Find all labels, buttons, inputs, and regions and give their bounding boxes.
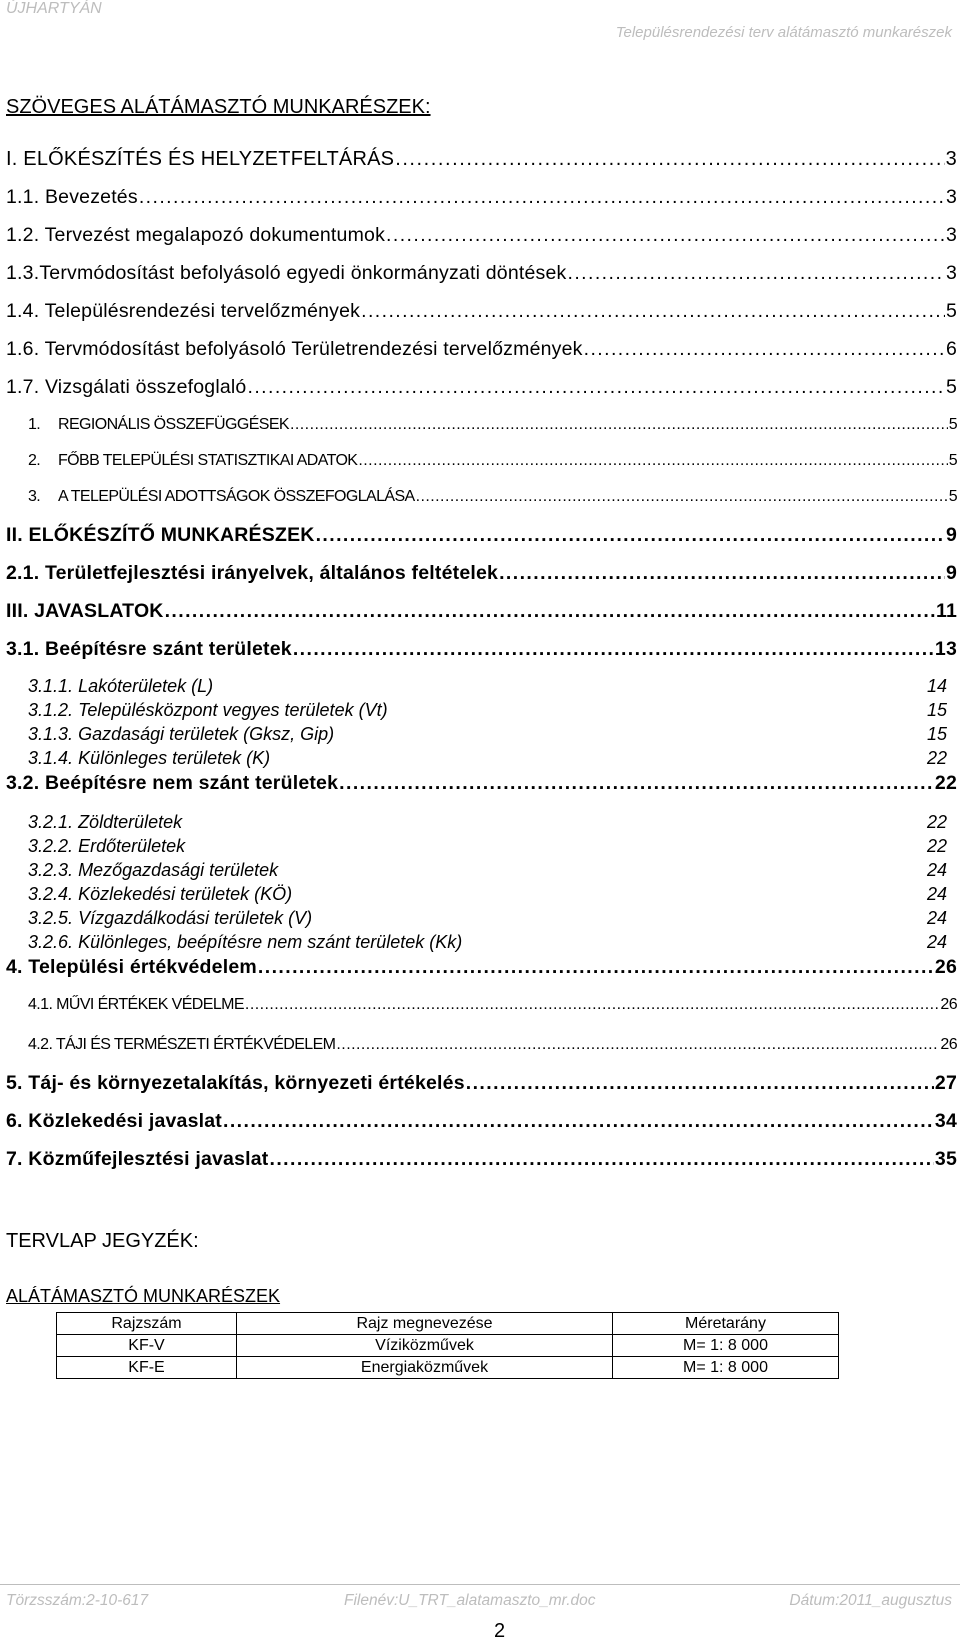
toc-heading: SZÖVEGES ALÁTÁMASZTÓ MUNKARÉSZEK: [6,96,431,118]
toc-entry[interactable]: 1.1. Bevezetés . . . 3 [6,186,957,209]
toc-entry[interactable]: 1.4. Településrendezési tervelőzmények . . . 5 [6,300,957,323]
table-row [57,1357,839,1379]
toc-entry[interactable]: 1.6. Tervmódosítást befolyásoló Területrendezési tervelőzmények . . . 6 [6,338,957,361]
toc-entry[interactable]: 3.1.1. Lakóterületek (L) 14 [28,676,947,696]
page-number: 2 [494,1620,506,1642]
toc-entry[interactable]: 3.1.4. Különleges területek (K) 22 [28,748,947,768]
toc-entry[interactable]: 3.1. Beépítésre szánt területek . . . 13 [6,638,957,661]
toc-entry[interactable]: 2. FŐBB TELEPÜLÉSI STATISZTIKAI ADATOK . . . 5 [6,452,957,470]
toc-entry[interactable]: 3.2.1. Zöldterületek 22 [28,812,947,832]
header-municipality: ÚJHARTYÁN [6,0,102,17]
toc-entry[interactable]: 7. Közműfejlesztési javaslat . . . 35 [6,1148,957,1171]
toc-entry[interactable]: 1.7. Vizsgálati összefoglaló . . . 5 [6,376,957,399]
toc-entry[interactable]: 3.2.2. Erdőterületek 22 [28,836,947,856]
table-header-row [57,1313,839,1335]
toc-entry[interactable]: 6. Közlekedési javaslat . . . 34 [6,1110,957,1133]
table-cell: KF-E [57,1357,237,1379]
table-cell: M= 1: 8 000 [613,1357,839,1379]
table-cell: KF-V [57,1335,237,1357]
plan-list-table [56,1312,839,1379]
toc-entry[interactable]: 4.2. TÁJI ÉS TERMÉSZETI ÉRTÉKVÉDELEM . . . 26 [6,1036,957,1054]
footer-filename: Filenév:U_TRT_alatamaszto_mr.doc [344,1592,596,1609]
table-cell: Víziközművek [237,1335,613,1357]
toc-entry[interactable]: 3.2.5. Vízgazdálkodási területek (V) 24 [28,908,947,928]
toc-entry[interactable]: II. ELŐKÉSZÍTŐ MUNKARÉSZEK . . . 9 [6,524,957,547]
footer-divider [0,1584,960,1585]
toc-entry[interactable]: 3.1.3. Gazdasági területek (Gksz, Gip) 15 [28,724,947,744]
toc-entry[interactable]: 4. Települési értékvédelem . . . 26 [6,956,957,979]
table-cell: M= 1: 8 000 [613,1335,839,1357]
toc-entry[interactable]: 5. Táj- és környezetalakítás, környezeti értékelés . . . 27 [6,1072,957,1095]
table-row [57,1335,839,1357]
toc-entry[interactable]: 3.2.6. Különleges, beépítésre nem szánt területek (Kk) 24 [28,932,947,952]
toc-entry[interactable]: I. ELŐKÉSZÍTÉS ÉS HELYZETFELTÁRÁS . . . 3 [6,148,957,171]
toc-entry[interactable]: 1.3.Tervmódosítást befolyásoló egyedi önkormányzati döntések . . . 3 [6,262,957,285]
header-document-title: Településrendezési terv alátámasztó munkarészek [615,24,952,41]
toc-entry[interactable]: 3.2.4. Közlekedési területek (KÖ) 24 [28,884,947,904]
toc-entry[interactable]: 3. A TELEPÜLÉSI ADOTTSÁGOK ÖSSZEFOGLALÁSA . . . 5 [6,488,957,506]
column-header: Méretarány [613,1313,839,1335]
toc-entry[interactable]: 2.1. Területfejlesztési irányelvek, általános feltételek . . . 9 [6,562,957,585]
column-header: Rajzszám [57,1313,237,1335]
plan-list-subheading: ALÁTÁMASZTÓ MUNKARÉSZEK [6,1286,281,1306]
toc-entry[interactable]: 4.1. MŰVI ÉRTÉKEK VÉDELME . . . 26 [6,996,957,1014]
table-cell: Energiaközművek [237,1357,613,1379]
plan-list-heading: TERVLAP JEGYZÉK: [6,1230,199,1252]
footer-register-number: Törzsszám:2-10-617 [6,1592,149,1609]
toc-entry[interactable]: 1.2. Tervezést megalapozó dokumentumok . . . 3 [6,224,957,247]
toc-entry[interactable]: III. JAVASLATOK . . . 11 [6,600,957,623]
toc-entry[interactable]: 3.2. Beépítésre nem szánt területek . . . 22 [6,772,957,795]
column-header: Rajz megnevezése [237,1313,613,1335]
toc-entry[interactable]: 1. REGIONÁLIS ÖSSZEFÜGGÉSEK . . . 5 [6,416,957,434]
toc-entry[interactable]: 3.2.3. Mezőgazdasági területek 24 [28,860,947,880]
footer-date: Dátum:2011_augusztus [789,1592,952,1609]
toc-entry[interactable]: 3.1.2. Településközpont vegyes területek (Vt) 15 [28,700,947,720]
